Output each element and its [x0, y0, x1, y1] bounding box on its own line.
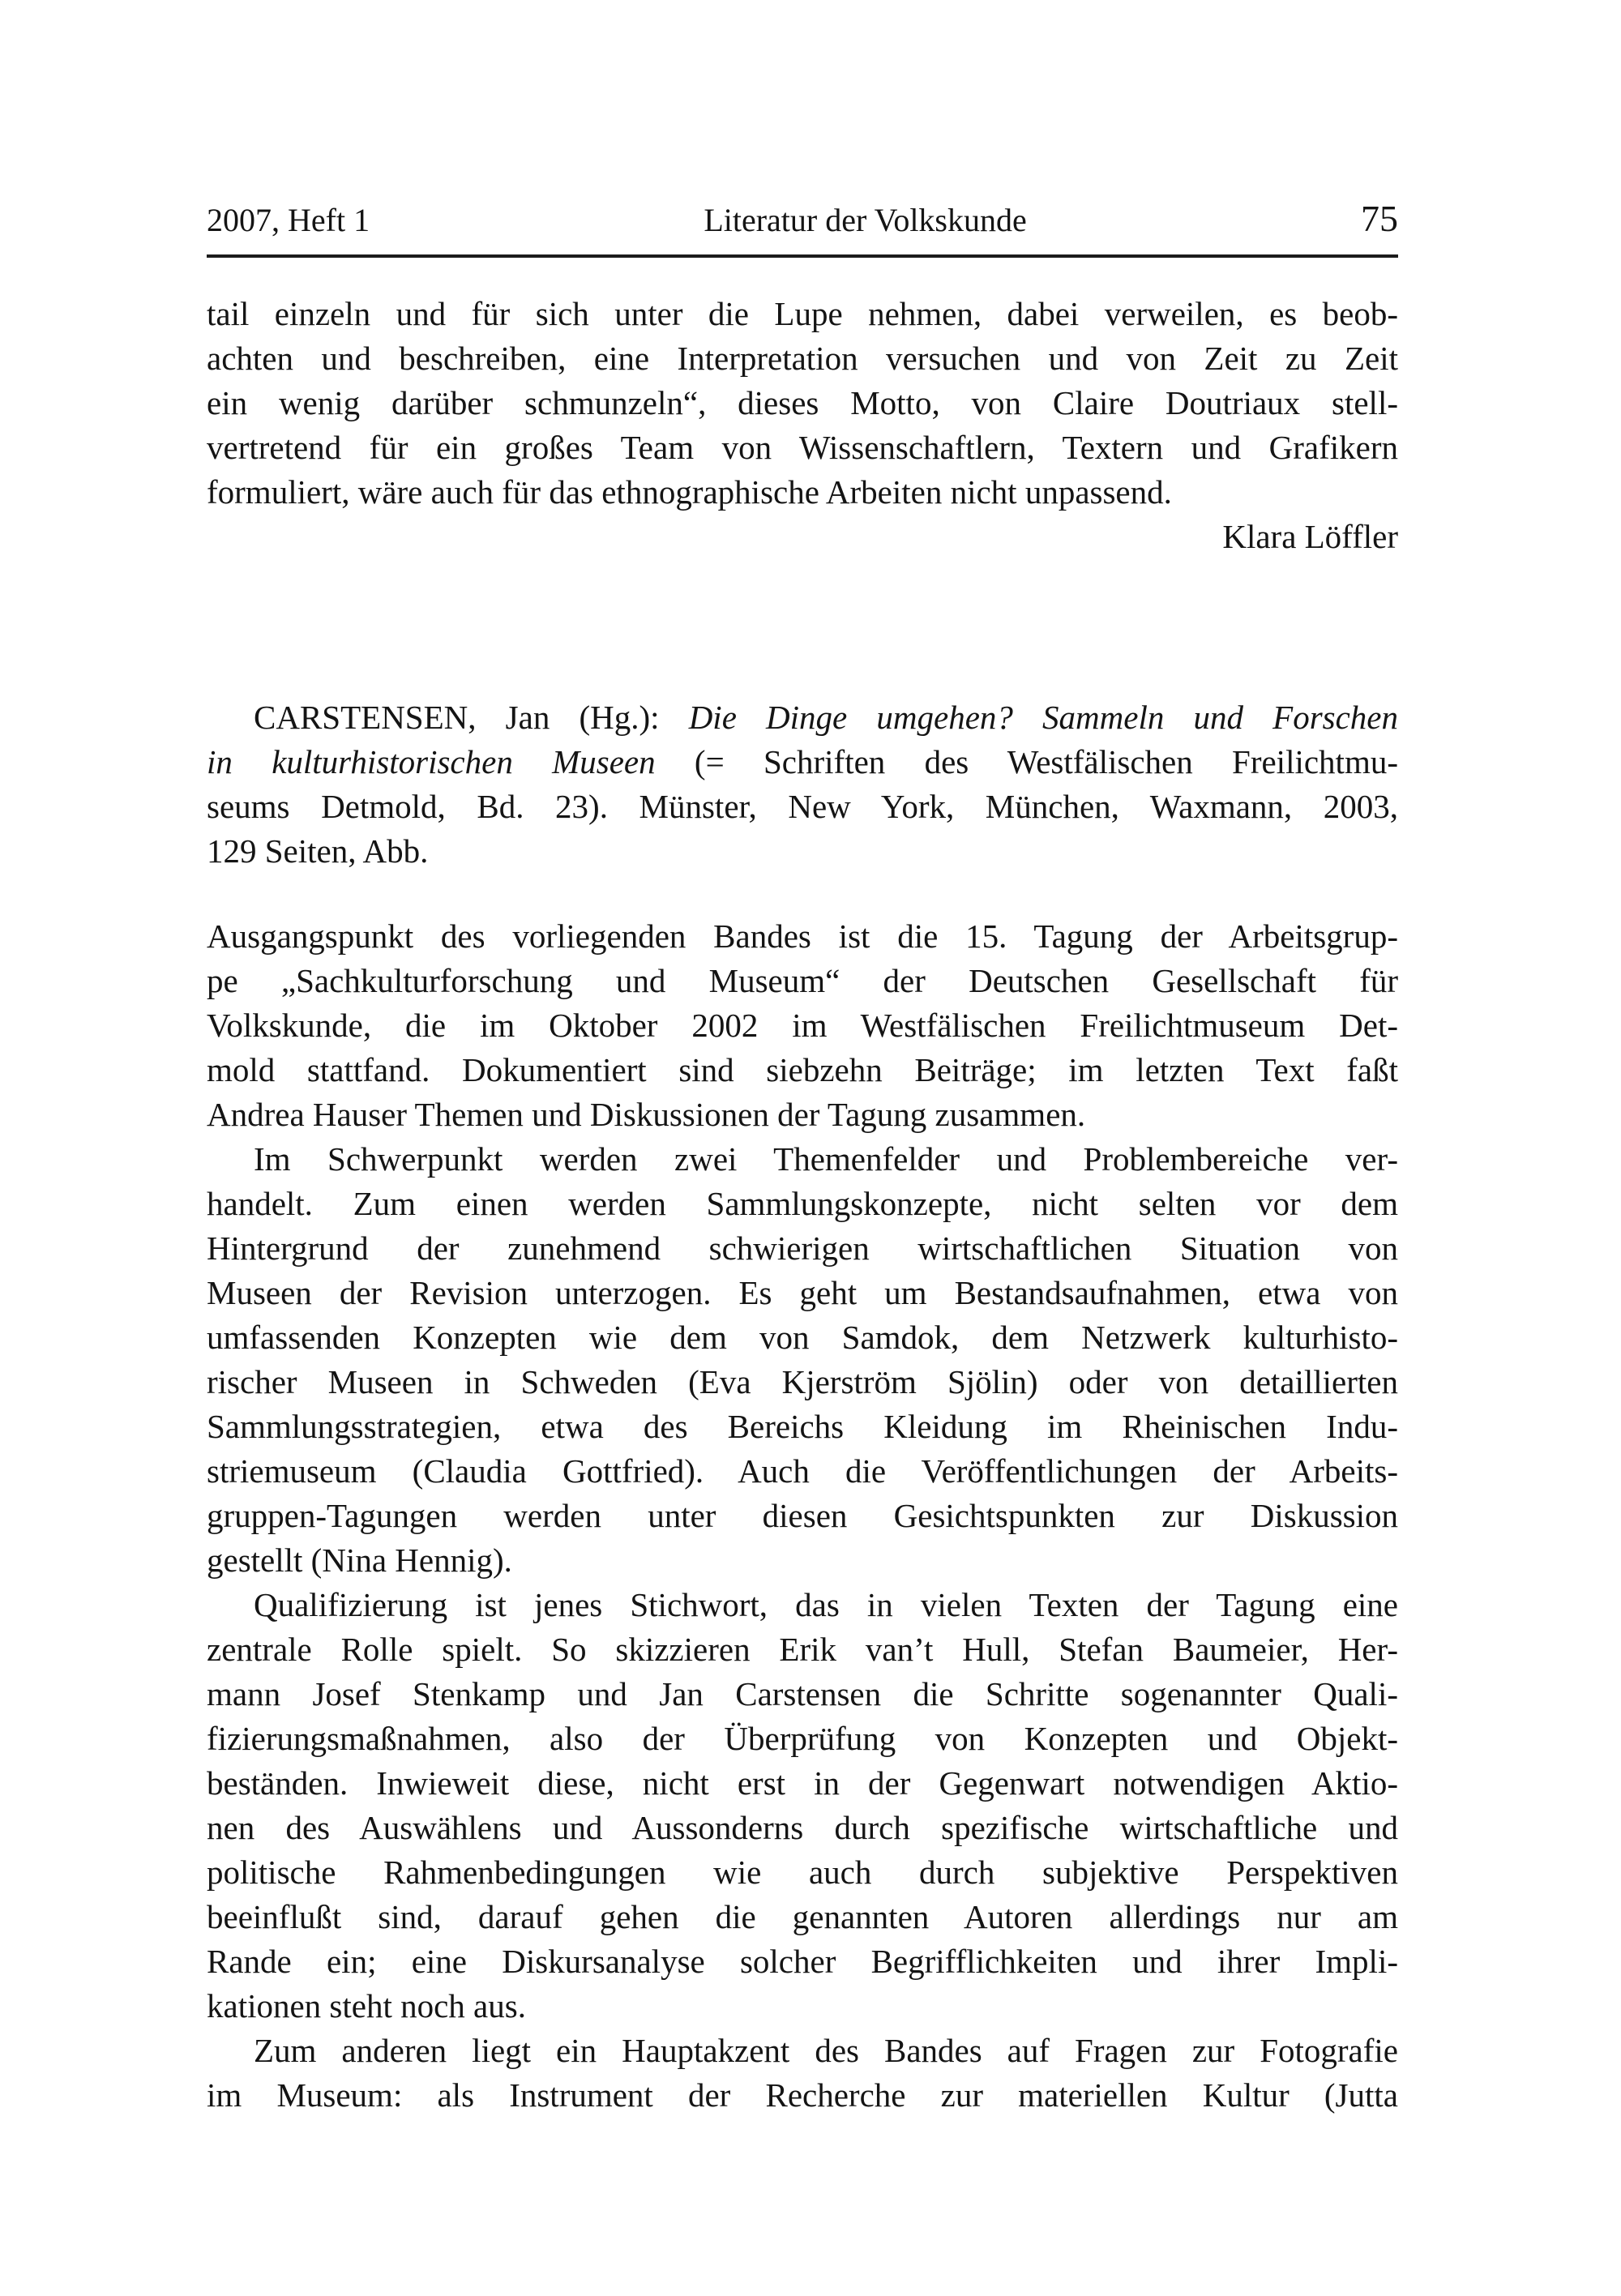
text-line: Klara Löffler [1222, 518, 1398, 555]
text-line: 129 Seiten, Abb. [207, 832, 429, 870]
text-line: Rande ein; eine Diskursanalyse solcher Begrifflichkeiten und ihrer Impli- [207, 1943, 1398, 1980]
text-line [207, 740, 1398, 785]
review-paragraph-qualifizierung [207, 1583, 1398, 2029]
text-line: politische Rahmenbedingungen wie auch durch subjektive Perspektiven [207, 1853, 1398, 1891]
italic-text-segment: in kulturhistorischen Museen [207, 743, 656, 780]
page-body [207, 292, 1398, 2118]
reviewer-signature [207, 515, 1398, 559]
text-line: tail einzeln und für sich unter die Lupe nehmen, dabei verweilen, es beob- [207, 295, 1398, 332]
text-segment: CARSTENSEN, Jan (Hg.): [254, 699, 689, 736]
text-line: im Museum: als Instrument der Recherche zur materiellen Kultur (Jutta [207, 2076, 1398, 2114]
text-line: beständen. Inwieweit diese, nicht erst in der Gegenwart notwendigen Aktio- [207, 1764, 1398, 1802]
text-line: Im Schwerpunkt werden zwei Themenfelder und Problembereiche ver- [254, 1140, 1398, 1178]
text-line: fizierungsmaßnahmen, also der Überprüfung von Konzepten und Objekt- [207, 1720, 1398, 1757]
text-line: achten und beschreiben, eine Interpretation versuchen und von Zeit zu Zeit [207, 340, 1398, 377]
text-line: Andrea Hauser Themen und Diskussionen der Tagung zusammen. [207, 1096, 1086, 1133]
text-line: striemuseum (Claudia Gottfried). Auch die Veröffentlichungen der Arbeits- [207, 1452, 1398, 1490]
header-page-number: 75 [1361, 198, 1398, 239]
text-line: gruppen-Tagungen werden unter diesen Gesichtspunkten zur Diskussion [207, 1497, 1398, 1534]
review-paragraph-fotografie [207, 2029, 1398, 2118]
text-column [207, 198, 1399, 2118]
italic-text-segment: Die Dinge umgehen? Sammeln und Forschen [688, 699, 1399, 736]
text-line: rischer Museen in Schweden (Eva Kjerström Sjölin) oder von detaillierten [207, 1363, 1398, 1400]
text-line: Museen der Revision unterzogen. Es geht um Bestandsaufnahmen, etwa von [207, 1274, 1398, 1311]
text-line: Qualifizierung ist jenes Stichwort, das in vielen Texten der Tagung eine [254, 1586, 1398, 1623]
text-line: Sammlungsstrategien, etwa des Bereichs Kleidung im Rheinischen Indu- [207, 1408, 1398, 1445]
header-rule [207, 254, 1398, 258]
text-segment: (= Schriften des Westfälischen Freilichtmu- [655, 743, 1398, 780]
review-paragraph-ausgangspunkt [207, 914, 1398, 1137]
book-citation [207, 695, 1398, 874]
text-line: nen des Auswählens und Aussonderns durch spezifische wirtschaftliche und [207, 1809, 1398, 1846]
text-line: gestellt (Nina Hennig). [207, 1541, 512, 1579]
text-line: umfassenden Konzepten wie dem von Samdok, dem Netzwerk kulturhisto- [207, 1319, 1398, 1356]
text-line: pe „Sachkulturforschung und Museum“ der Deutschen Gesellschaft für [207, 962, 1398, 999]
text-line: formuliert, wäre auch für das ethnographische Arbeiten nicht unpassend. [207, 473, 1172, 511]
text-line: Hintergrund der zunehmend schwierigen wirtschaftlichen Situation von [207, 1229, 1398, 1267]
text-line: kationen steht noch aus. [207, 1987, 526, 2024]
text-line: mann Josef Stenkamp und Jan Carstensen die Schritte sogenannter Quali- [207, 1675, 1398, 1712]
header-issue: 2007, Heft 1 [207, 202, 370, 238]
text-line: seums Detmold, Bd. 23). Münster, New York, München, Waxmann, 2003, [207, 788, 1398, 825]
review-paragraph-schwerpunkt [207, 1137, 1398, 1583]
text-line [207, 695, 1398, 740]
text-line: beeinflußt sind, darauf gehen die genannten Autoren allerdings nur am [207, 1898, 1398, 1935]
text-line: handelt. Zum einen werden Sammlungskonzepte, nicht selten vor dem [207, 1185, 1398, 1222]
text-line: Volkskunde, die im Oktober 2002 im Westfälischen Freilichtmuseum Det- [207, 1007, 1398, 1044]
header-journal-title: Literatur der Volkskunde [704, 202, 1027, 238]
text-line: Ausgangspunkt des vorliegenden Bandes ist die 15. Tagung der Arbeitsgrup- [207, 917, 1398, 955]
text-line: mold stattfand. Dokumentiert sind siebzehn Beiträge; im letzten Text faßt [207, 1051, 1398, 1088]
review-continuation-paragraph [207, 292, 1398, 515]
text-line: vertretend für ein großes Team von Wissenschaftlern, Textern und Grafikern [207, 429, 1398, 466]
text-line: ein wenig darüber schmunzeln“, dieses Motto, von Claire Doutriaux stell- [207, 384, 1398, 421]
text-line: zentrale Rolle spielt. So skizzieren Erik van’t Hull, Stefan Baumeier, Her- [207, 1631, 1398, 1668]
running-head [207, 198, 1398, 239]
text-line: Zum anderen liegt ein Hauptakzent des Bandes auf Fragen zur Fotografie [254, 2032, 1398, 2069]
